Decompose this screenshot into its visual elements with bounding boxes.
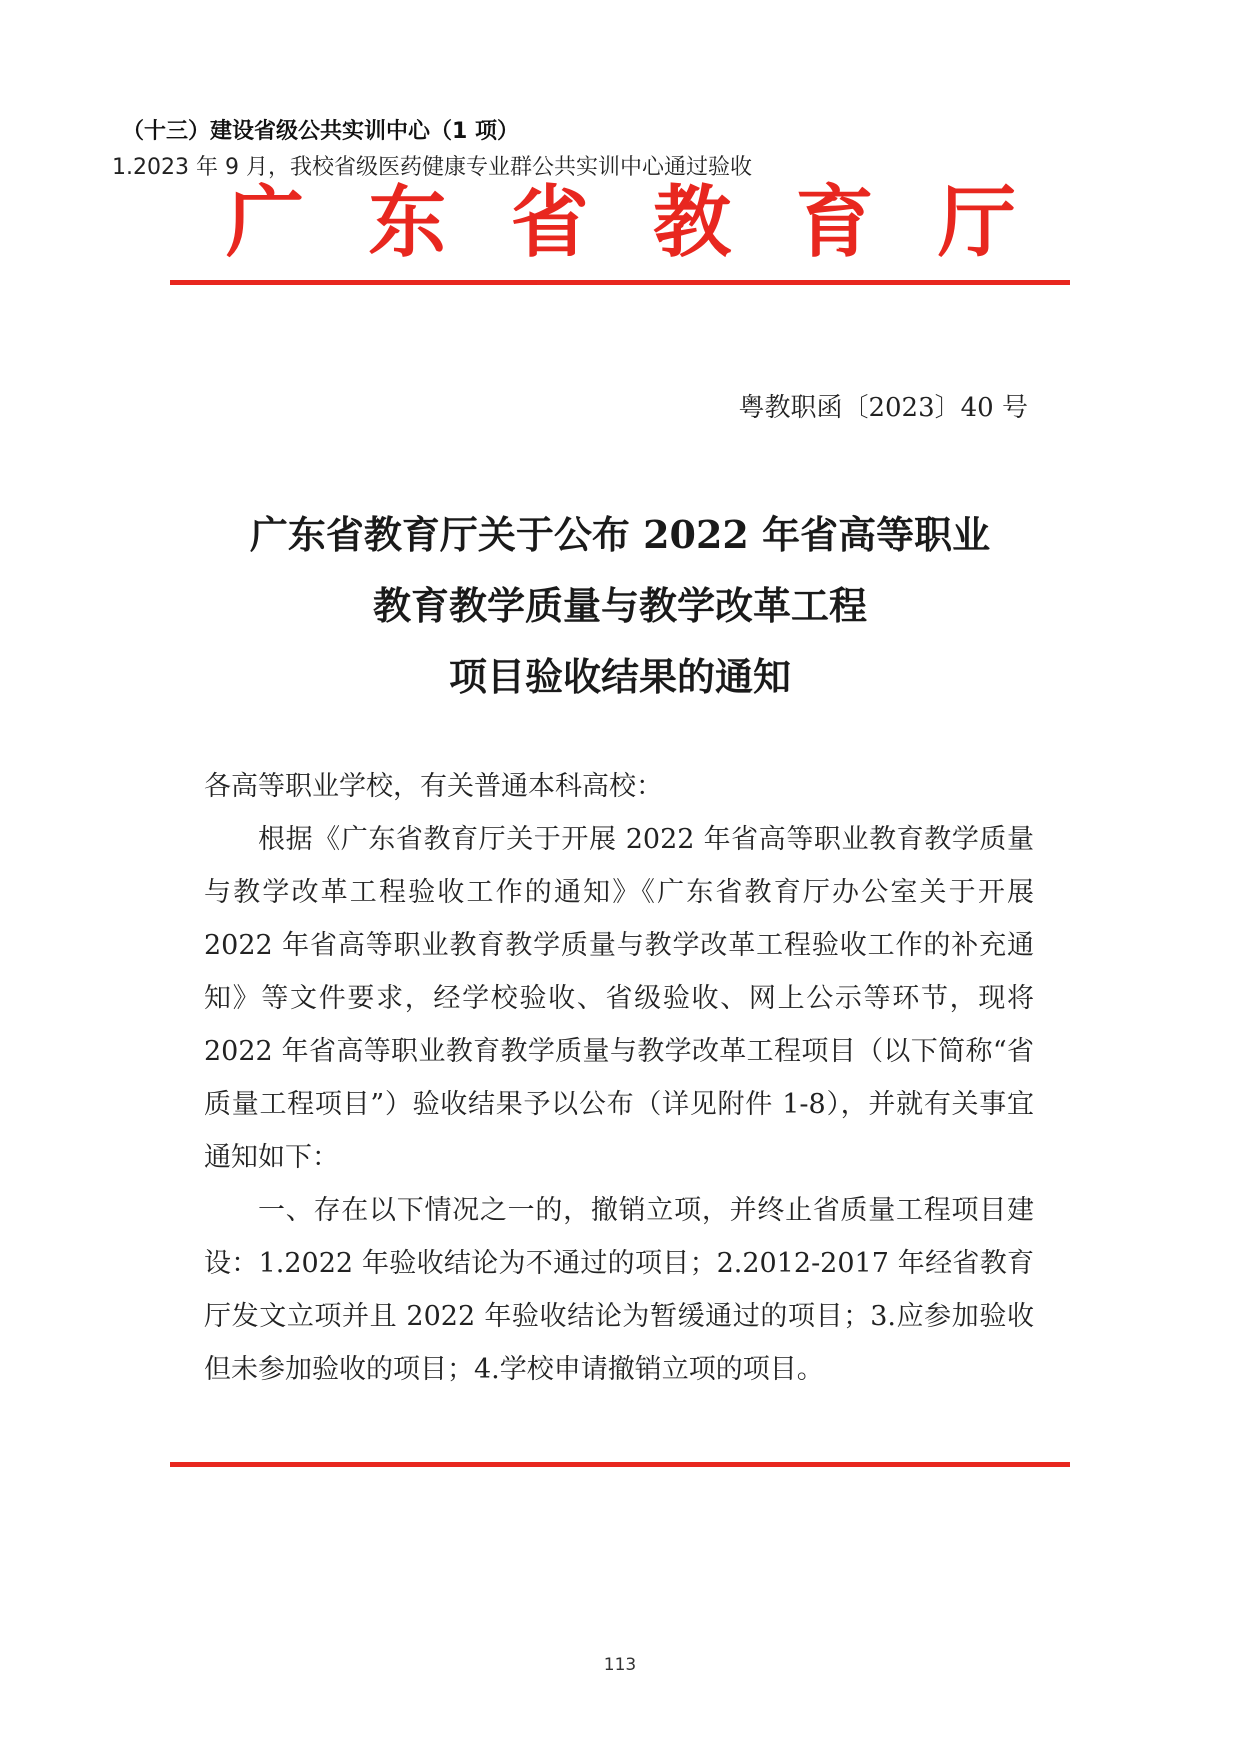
document-number: 粤教职函〔2023〕40 号 [738,393,1028,423]
body-paragraph: 根据《广东省教育厅关于开展 2022 年省高等职业教育教学质量与教学改革工程验收工作的通知》《广东省教育厅办公室关于开展 2022 年省高等职业教育教学质量与教学改革工程验收工作的补充通知》等文件要求，经学校验收、省级验收、网上公示等环节，现将 2022 年省高等职业教育教学质量与教学改革工程项目（以下简称“省质量工程项目”）验收结果予以公布（详见附件 1-8），并就有关事宜通知如下： [204,824,1034,1173]
page-number: 113 [603,1655,637,1675]
document-body [204,760,1034,1396]
salutation: 各高等职业学校，有关普通本科高校： [204,771,663,802]
letterhead-red-rule [170,280,1070,285]
letterhead-char: 厅 [937,177,1016,268]
letterhead [226,178,1016,268]
letterhead-char: 东 [368,177,447,268]
letterhead-char: 省 [510,177,589,268]
letterhead-char: 教 [653,177,732,268]
letterhead-char: 育 [795,177,874,268]
footer-red-rule [170,1462,1070,1467]
document-title-line-1: 广东省教育厅关于公布 2022 年省高等职业 [249,512,991,557]
body-paragraph: 一、存在以下情况之一的，撤销立项，并终止省质量工程项目建设：1.2022 年验收结论为不通过的项目；2.2012-2017 年经省教育厅发文立项并且 2022 年验收结论为暂缓通过的项目；3.应参加验收但未参加验收的项目；4.学校申请撤销立项的项目。 [204,1195,1034,1385]
section-subline: 1.2023 年 9 月，我校省级医药健康专业群公共实训中心通过验收 [112,155,752,180]
letterhead-char: 广 [226,177,305,268]
document-title-line-2: 教育教学质量与教学改革工程 [372,583,867,628]
section-heading: （十三）建设省级公共实训中心（1 项） [122,119,519,144]
document-title-line-3: 项目验收结果的通知 [448,654,791,699]
